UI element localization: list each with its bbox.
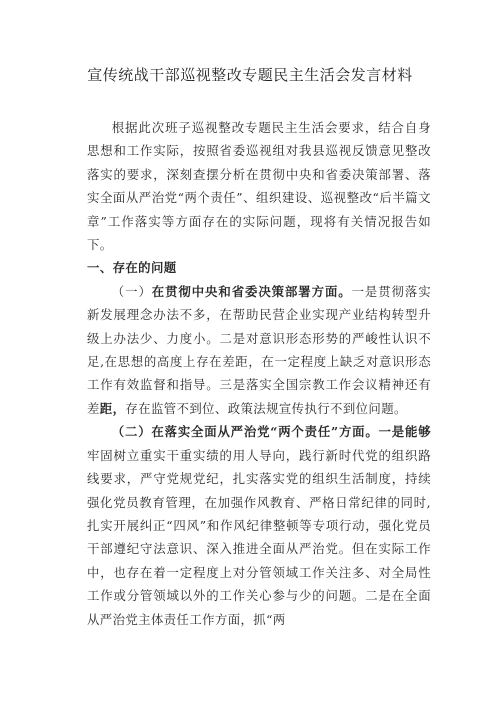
subsection-2-text: 牢固树立重实干重实绩的用人导向，践行新时代党的组织路线要求，严守党规党纪，扎实落实党的组织生活制度，持续强化党员教育管理，在加强作风教育、严格日常纪律的同时,扎实开展纠正“四风”和作风纪律整顿等专项行动，强化党员干部遵纪守法意识、深入推进全面从严治党。但在实际工作中，也存在着一定程度上对分管领域工作关注多、对全局性工作或分管领域以外的工作关心参与少的问题。二是在全面从严治党主体责任工作方面，抓“两 bbox=[87, 447, 431, 627]
section-heading: 一、存在的问题 bbox=[87, 260, 177, 276]
subsection-1-title: 在贯彻中央和省委决策部署方面。 bbox=[151, 283, 352, 299]
subsection-2-title: 在落实全面从严治党“两个责任”方面。一是能够 bbox=[151, 424, 431, 440]
subsection-1-lead: （一） bbox=[111, 283, 152, 299]
document-title: 宣传统战干部巡视整改专题民主生活会发言材料 bbox=[87, 66, 413, 84]
subsection-1-paragraph bbox=[87, 280, 431, 420]
subsection-1-bold-word: 距， bbox=[99, 400, 126, 416]
subsection-1-tail: 存在监管不到位、政策法规宣传执行不到位问题。 bbox=[125, 400, 407, 416]
document-body bbox=[87, 116, 431, 631]
subsection-2-paragraph bbox=[87, 420, 431, 631]
intro-paragraph: 根据此次班子巡视整改专题民主生活会要求，结合自身思想和工作实际，按照省委巡视组对我县巡视反馈意见整改落实的要求，深刻查摆分析在贯彻中央和省委决策部署、落实全面从严治党“两个责任”、组织建设、巡视整改“后半篇文章”工作落实等方面存在的实际问题，现将有关情况报告如下。 bbox=[87, 120, 431, 253]
subsection-2-lead: （二） bbox=[111, 424, 152, 440]
subsection-1-text: 一是贯彻落实新发展理念办法不多，在帮助民营企业实现产业结构转型升级上办法少、力度小。二是对意识形态形势的严峻性认识不足,在思想的高度上存在差距，在一定程度上缺乏对意识形态工作有效监督和指导。三是落实全国宗教工作会议精神还有差 bbox=[87, 283, 431, 416]
